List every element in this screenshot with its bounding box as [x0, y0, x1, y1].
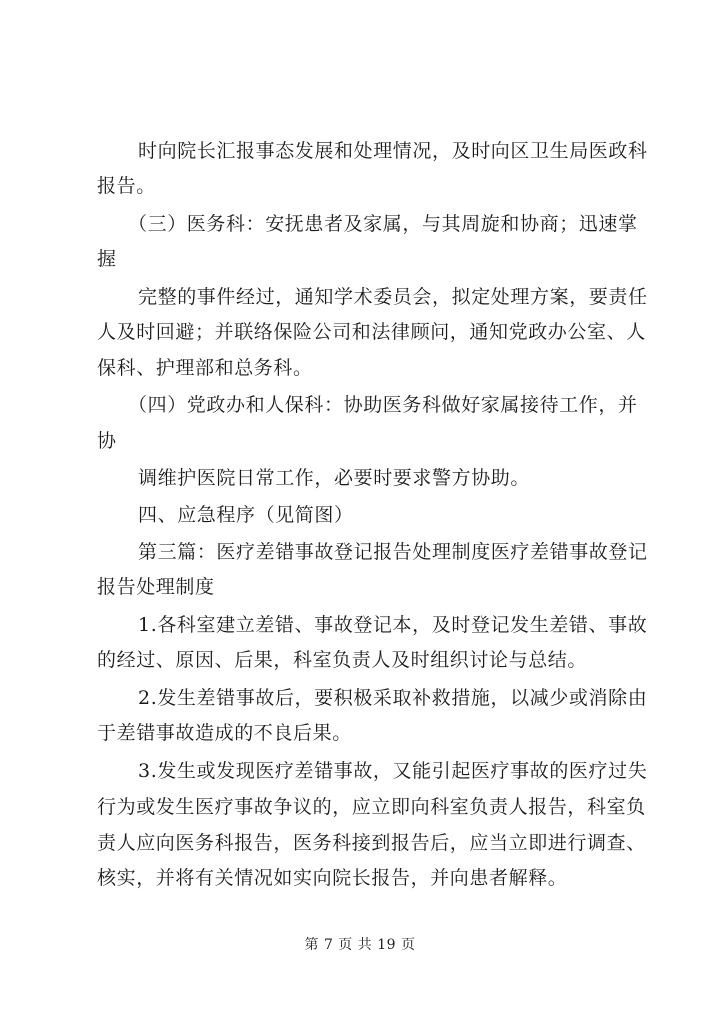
text-line: 调维护医院日常工作，必要时要求警方协助。 [138, 467, 531, 489]
list-item: 3.发生或发现医疗差错事故，又能引起医疗事故的医疗过失 [138, 760, 648, 782]
list-item: 1.各科室建立差错、事故登记本，及时登记发生差错、事故 [138, 614, 648, 636]
text-line: 完整的事件经过，通知学术委员会，拟定处理方案，要责任 [138, 286, 648, 308]
text-line: 时向院长汇报事态发展和处理情况，及时向区卫生局医政科 [138, 140, 648, 162]
text-line: 保科、护理部和总务科。 [97, 357, 313, 379]
text-line: （四）党政办和人保科：协助医务科做好家属接待工作，并 [128, 394, 638, 416]
text-line: 握 [97, 248, 117, 270]
text-line: 责人应向医务科报告，医务科接到报告后，应当立即进行调查、 [97, 832, 646, 854]
text-line: 于差错事故造成的不良后果。 [97, 722, 352, 744]
section-heading: 四、应急程序（见简图） [138, 504, 354, 526]
page-number: 第 7 页 共 19 页 [304, 937, 416, 953]
text-line: 行为或发生医疗事故争议的，应立即向科室负责人报告，科室负 [97, 796, 646, 818]
section-heading: 报告处理制度 [97, 576, 215, 598]
section-heading: 第三篇：医疗差错事故登记报告处理制度医疗差错事故登记 [138, 541, 648, 563]
text-line: 的经过、原因、后果，科室负责人及时组织讨论与总结。 [97, 649, 588, 671]
list-item: 2.发生差错事故后，要积极采取补救措施，以减少或消除由 [138, 687, 648, 709]
text-line: 核实，并将有关情况如实向院长报告，并向患者解释。 [97, 867, 568, 889]
text-line: （三）医务科：安抚患者及家属，与其周旋和协商；迅速掌 [128, 213, 638, 235]
text-line: 协 [97, 430, 117, 452]
text-line: 人及时回避；并联络保险公司和法律顾问，通知党政办公室、人 [97, 321, 646, 343]
text-line: 报告。 [97, 175, 156, 197]
